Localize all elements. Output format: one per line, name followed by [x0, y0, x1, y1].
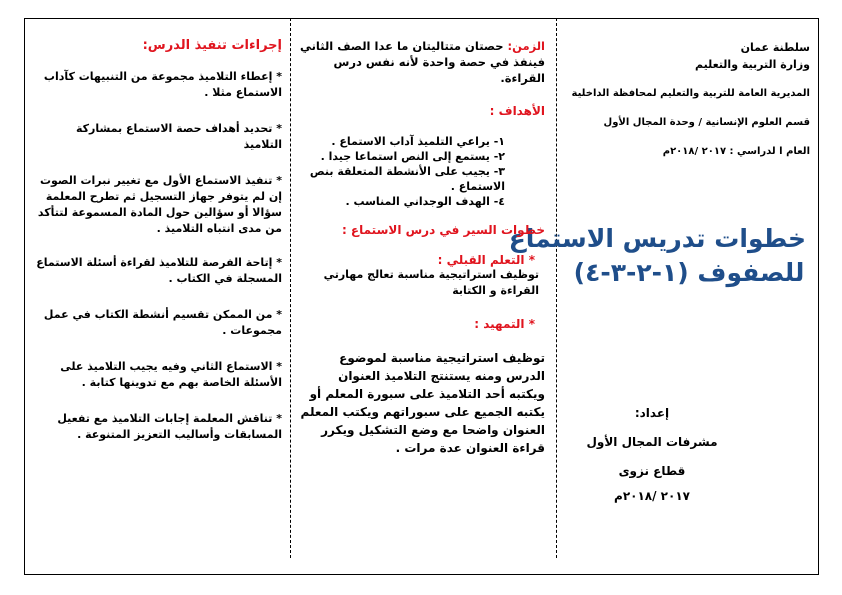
procedure-item: * تناقش المعلمة إجابات التلاميذ مع تفعيل المسابقات وأساليب التعزيز المتنوعة . — [57, 412, 282, 441]
divider-left — [290, 18, 291, 558]
goal-item: ٣- يجيب على الأنشطة المتعلقة بنص الاستماع . — [309, 165, 505, 193]
prepared-label: إعداد: — [634, 406, 670, 420]
intro-title: * التمهيد : — [474, 317, 535, 331]
brochure-title — [508, 222, 806, 290]
header-line: وزارة التربية والتعليم — [695, 58, 810, 71]
header-line: المديرية العامة للتربية والتعليم لمحافظة الداخلية — [571, 88, 810, 99]
prepared-year: ٢٠١٧ /٢٠١٨م — [614, 489, 690, 503]
procedure-item: * إعطاء التلاميذ مجموعة من التنبيهات كآداب الاستماع مثلا . — [43, 70, 282, 99]
divider-right — [556, 18, 557, 558]
steps-title: خطوات السير في درس الاستماع : — [341, 223, 545, 237]
middle-panel — [300, 38, 545, 457]
prior-learning-title: * التعلم القبلي : — [437, 253, 535, 267]
procedure-item: * من الممكن تقسيم أنشطة الكتاب في عمل مجموعات . — [43, 308, 282, 337]
procedures-title: إجراءات تنفيذ الدرس: — [142, 38, 282, 53]
goal-item: ٢- يستمع إلى النص استماعا جيدا . — [320, 150, 505, 163]
header-line: قسم العلوم الإنسانية / وحدة المجال الأول — [603, 117, 810, 128]
title-line-1: خطوات تدريس الاستماع — [508, 224, 806, 253]
right-panel — [572, 40, 810, 159]
left-panel — [34, 38, 282, 443]
intro-text: توظيف استراتيجية مناسبة لموضوع الدرس ومنه يستنتج التلاميذ العنوان ويكتبه أحد التلاميذ على سبورة المعلم أو يكتبه الجميع على سبوراتهم ويكتب المعلم العنوان واضحا مع وضع التشكيل ويكرر قراءة العنوان عدة مرات . — [300, 351, 545, 455]
time-label: الزمن: — [507, 39, 545, 53]
time-paragraph — [300, 38, 545, 86]
header-line: سلطنة عمان — [740, 41, 810, 54]
procedure-item: * الاستماع الثاني وفيه يجيب التلاميذ على الأسئلة الخاصة بهم مع تدوينها كتابة . — [60, 360, 282, 389]
prepared-by: مشرفات المجال الأول — [586, 435, 718, 449]
procedure-item: * تنفيذ الاستماع الأول مع تغيير نبرات الصوت إن لم يتوفر جهاز التسجيل ثم تطرح المعلمة سؤالا أو سؤالين حول المادة المسموعة لتتأكد من مدى انتباه التلاميذ . — [37, 174, 282, 235]
prior-learning-text: توظيف استراتيجية مناسبة تعالج مهارتي القراءة و الكتابة — [323, 268, 539, 297]
district: قطاع نزوى — [618, 464, 686, 478]
procedure-item: * تحديد أهداف حصة الاستماع بمشاركة التلاميذ — [75, 122, 282, 151]
time-text: حصتان متتاليتان ما عدا الصف الثاني فينفذ في حصة واحدة لأنه نفس درس القراءة. — [299, 39, 545, 85]
goals-title: الأهداف : — [489, 104, 545, 118]
goal-item: ٤- الهدف الوجداني المناسب . — [345, 195, 505, 208]
goal-item: ١- يراعي التلميذ آداب الاستماع . — [331, 135, 505, 148]
academic-year-line: العام ا لدراسي : ٢٠١٧ /٢٠١٨م — [662, 146, 810, 157]
title-line-2: للصفوف (١-٢-٣-٤) — [573, 258, 805, 287]
prepared-section — [572, 406, 732, 504]
procedure-item: * إتاحة الفرصة للتلاميذ لقراءة أسئلة الاستماع المسجلة في الكتاب . — [36, 256, 282, 285]
goals-list — [300, 134, 545, 209]
